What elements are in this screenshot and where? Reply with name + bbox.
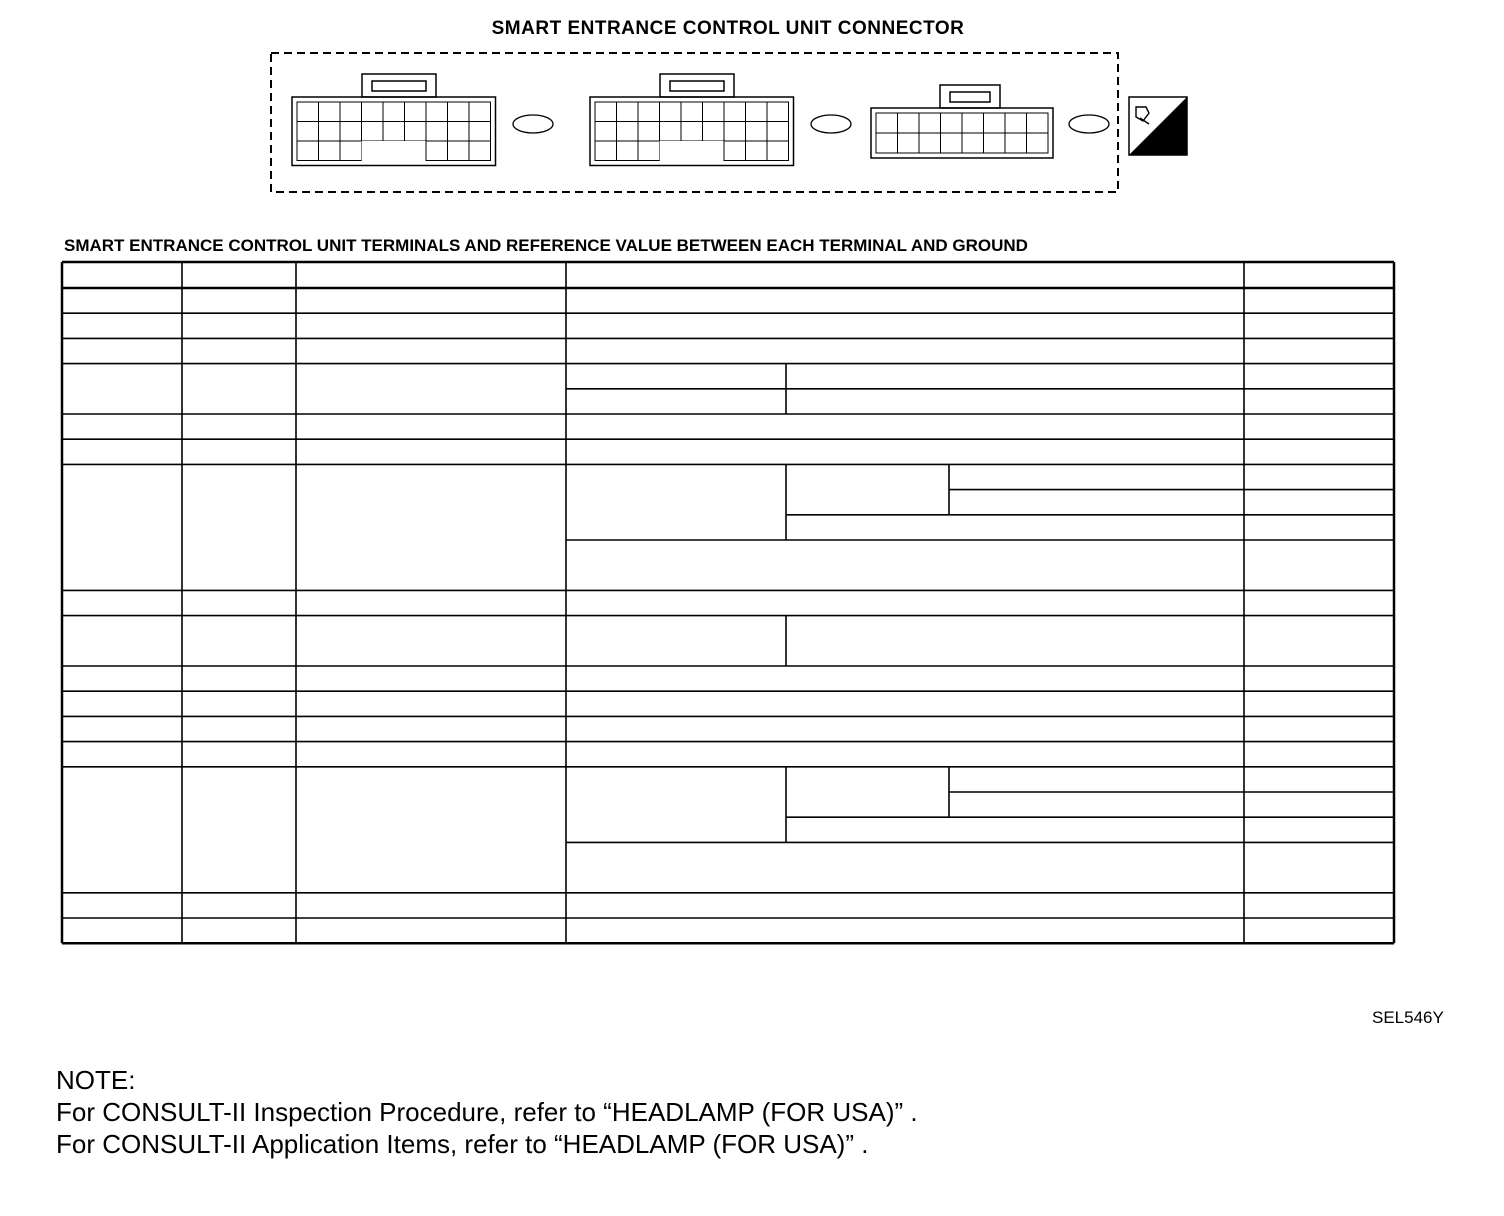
notes-section xyxy=(56,1064,918,1160)
figure-code: SEL546Y xyxy=(1372,1008,1444,1027)
table-title: SMART ENTRANCE CONTROL UNIT TERMINALS AND REFERENCE VALUE BETWEEN EACH TERMINAL AND GROUND xyxy=(64,236,1028,255)
notes-heading: NOTE: xyxy=(56,1065,136,1095)
notes-line: For CONSULT-II Inspection Procedure, refer to “HEADLAMP (FOR USA)” . xyxy=(56,1097,918,1127)
notes-line: For CONSULT-II Application Items, refer to “HEADLAMP (FOR USA)” . xyxy=(56,1129,869,1159)
page-title: SMART ENTRANCE CONTROL UNIT CONNECTOR xyxy=(491,18,965,39)
